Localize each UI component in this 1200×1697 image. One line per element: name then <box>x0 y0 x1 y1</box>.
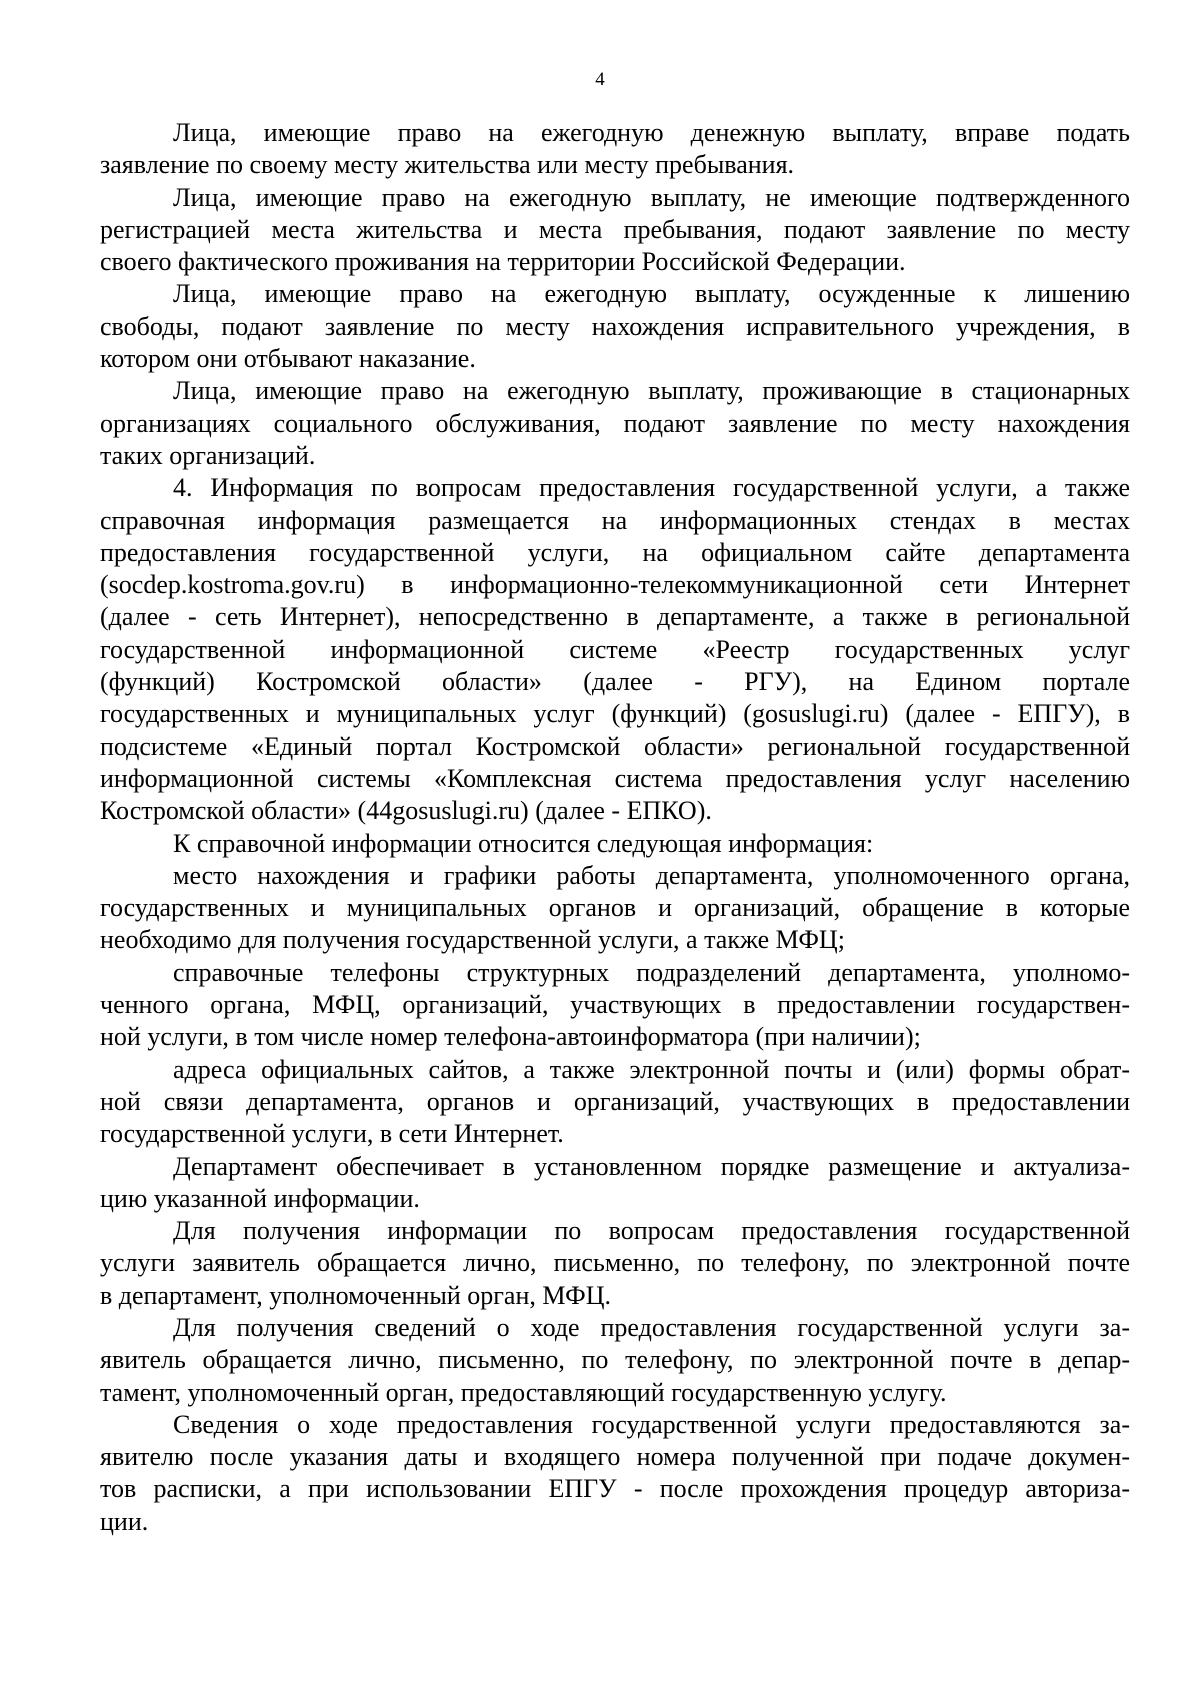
text-line: своего фактического проживания на территории Российской Федерации. <box>100 247 906 277</box>
text-line: справочные телефоны структурных подразделений департамента, уполномо- <box>173 957 1130 987</box>
text-line: Для получения сведений о ходе предоставления государственной услуги за- <box>173 1312 1130 1342</box>
text-line: ной связи департамента, органов и организаций, участвующих в предоставлении <box>100 1086 1130 1116</box>
text-line: место нахождения и графики работы департамента, уполномоченного органа, <box>173 860 1130 890</box>
text-line: тов расписки, а при использовании ЕПГУ - после прохождения процедур авториза- <box>100 1474 1130 1504</box>
text-line: котором они отбывают наказание. <box>100 344 476 374</box>
text-line: Лица, имеющие право на ежегодную выплату, не имеющие подтвержденного <box>173 182 1130 212</box>
text-line: организациях социального обслуживания, подают заявление по месту нахождения <box>100 408 1130 438</box>
text-line: ной услуги, в том числе номер телефона-автоинформатора (при наличии); <box>100 1022 921 1052</box>
text-line: в департамент, уполномоченный орган, МФЦ. <box>100 1280 611 1310</box>
text-line: цию указанной информации. <box>100 1183 420 1213</box>
text-line: справочная информация размещается на информационных стендах в местах <box>100 505 1130 535</box>
text-line: Сведения о ходе предоставления государственной услуги предоставляются за- <box>173 1409 1130 1439</box>
text-line: Лица, имеющие право на ежегодную денежную выплату, вправе подать <box>173 118 1130 147</box>
text-line: услуги заявитель обращается лично, письменно, по телефону, по электронной почте <box>100 1248 1130 1278</box>
text-line: регистрацией места жительства и места пребывания, подают заявление по месту <box>100 214 1130 244</box>
text-line: подсистеме «Единый портал Костромской области» региональной государственной <box>100 731 1130 761</box>
text-line: государственных и муниципальных органов и организаций, обращение в которые <box>100 893 1130 923</box>
document-body <box>100 117 1130 1538</box>
text-line: предоставления государственной услуги, на официальном сайте департамента <box>100 537 1130 567</box>
text-line: (функций) Костромской области» (далее - РГУ), на Едином портале <box>100 667 1130 697</box>
text-line: (далее - сеть Интернет), непосредственно в департаменте, а также в региональной <box>100 602 1130 632</box>
text-line: явитель обращается лично, письменно, по телефону, по электронной почте в депар- <box>100 1345 1130 1375</box>
text-line: необходимо для получения государственной услуги, а также МФЦ; <box>100 925 845 955</box>
text-line: Департамент обеспечивает в установленном порядке размещение и актуализа- <box>173 1151 1130 1181</box>
text-line: ченного органа, МФЦ, организаций, участвующих в предоставлении государствен- <box>100 990 1130 1020</box>
text-line: государственной информационной системе «Реестр государственных услуг <box>100 634 1130 664</box>
text-line: свободы, подают заявление по месту нахождения исправительного учреждения, в <box>100 311 1130 341</box>
text-line: Лица, имеющие право на ежегодную выплату, осужденные к лишению <box>173 279 1130 309</box>
text-line: 4. Информация по вопросам предоставления государственной услуги, а также <box>173 473 1130 503</box>
text-line: адреса официальных сайтов, а также электронной почты и (или) формы обрат- <box>173 1054 1130 1084</box>
text-line: явителю после указания даты и входящего номера полученной при подаче докумен- <box>100 1442 1130 1472</box>
text-line: ции. <box>100 1506 149 1536</box>
text-line: информационной системы «Комплексная система предоставления услуг населению <box>100 763 1130 793</box>
text-line: таких организаций. <box>100 440 316 470</box>
text-line: Для получения информации по вопросам предоставления государственной <box>173 1216 1130 1246</box>
text-line: государственной услуги, в сети Интернет. <box>100 1119 564 1149</box>
text-line: государственных и муниципальных услуг (функций) (gosuslugi.ru) (далее - ЕПГУ), в <box>100 699 1130 729</box>
text-line: Лица, имеющие право на ежегодную выплату, проживающие в стационарных <box>173 376 1130 406</box>
text-line: тамент, уполномоченный орган, предоставляющий государственную услугу. <box>100 1377 947 1407</box>
text-line: (socdep.kostroma.gov.ru) в информационно-телекоммуникационной сети Интернет <box>100 570 1130 600</box>
text-line: заявление по своему месту жительства или месту пребывания. <box>100 150 795 180</box>
text-line: К справочной информации относится следующая информация: <box>173 828 874 858</box>
page-number: 4 <box>595 69 605 90</box>
text-line: Костромской области» (44gosuslugi.ru) (далее - ЕПКО). <box>100 796 712 826</box>
